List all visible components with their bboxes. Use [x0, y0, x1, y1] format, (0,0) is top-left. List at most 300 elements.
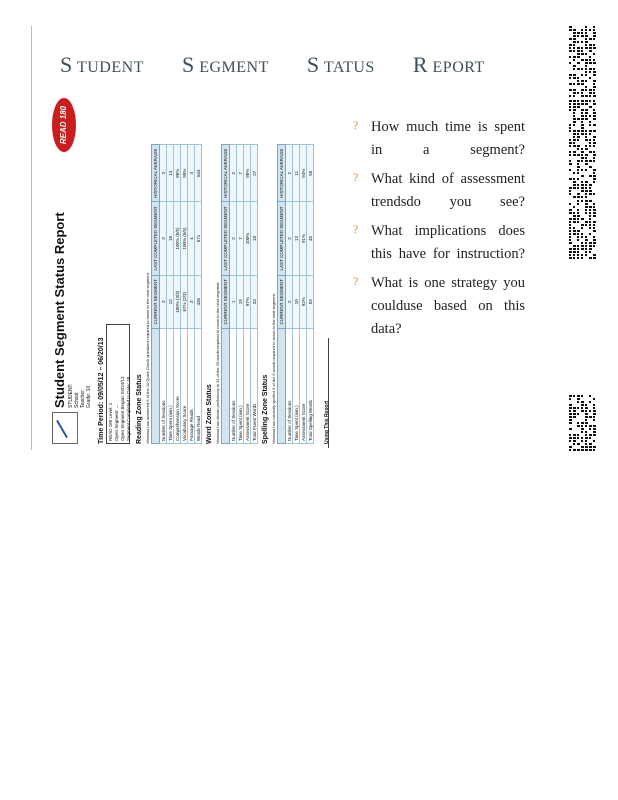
- barcode-cell: [569, 410, 571, 412]
- column-header: CURRENT SEGMENT: [278, 275, 286, 328]
- cell-value: 14: [167, 145, 174, 202]
- barcode-cell: [585, 62, 588, 64]
- barcode-cell: [569, 62, 571, 64]
- barcode-cell: [593, 151, 595, 153]
- barcode-cell: [569, 407, 572, 409]
- barcode-cell: [593, 47, 596, 49]
- barcode-cell: [581, 407, 583, 409]
- barcode-cell: [569, 103, 571, 105]
- barcode-cell: [569, 242, 572, 244]
- barcode-cell: [585, 38, 587, 40]
- barcode-cell: [581, 115, 584, 117]
- barcode-cell: [593, 230, 596, 232]
- cell-value: 33: [251, 275, 258, 328]
- barcode-cell: [581, 121, 583, 123]
- barcode-cell: [585, 169, 587, 171]
- barcode-cell: [581, 449, 584, 451]
- barcode-cell: [569, 109, 571, 111]
- barcode-cell: [589, 206, 592, 208]
- cell-value: 18: [251, 202, 258, 275]
- cell-value: 98%: [244, 145, 251, 202]
- barcode-cell: [593, 80, 596, 82]
- barcode-cell: [573, 196, 576, 198]
- barcode-cell: [581, 257, 583, 259]
- barcode-cell: [569, 428, 572, 430]
- barcode-cell: [581, 127, 584, 129]
- barcode-cell: [581, 440, 583, 442]
- barcode-cell: [577, 187, 579, 189]
- barcode-cell: [589, 100, 591, 102]
- spelling-zone-desc: Vanessa has correctly spelled 3 of the 6 words required to move to the next segment.: [271, 293, 276, 444]
- barcode-cell: [585, 139, 588, 141]
- barcode-cell: [589, 410, 591, 412]
- barcode-cell: [593, 95, 596, 97]
- barcode-cell: [589, 416, 592, 418]
- cell-value: 1: [230, 275, 237, 328]
- barcode-cell: [589, 449, 592, 451]
- question-bullet-icon: ?: [353, 118, 359, 132]
- barcode-cell: [589, 257, 592, 259]
- barcode-cell: [581, 103, 584, 105]
- barcode-cell: [585, 248, 587, 250]
- reading-zone-table: [151, 144, 202, 444]
- barcode-cell: [593, 449, 595, 451]
- barcode-cell: [589, 68, 592, 70]
- barcode-cell: [593, 172, 595, 174]
- barcode-cell: [577, 130, 580, 132]
- barcode-cell: [585, 130, 587, 132]
- cell-value: 2: [230, 145, 237, 202]
- barcode-cell: [581, 83, 584, 85]
- cell-value: 59: [307, 275, 314, 328]
- barcode-cell: [593, 434, 596, 436]
- row-label: Number of Sessions: [230, 329, 237, 444]
- barcode-cell: [593, 83, 595, 85]
- meta-line: Grade: 10: [86, 385, 92, 408]
- column-header: LAST COMPLETED SEGMENT: [152, 202, 160, 275]
- barcode-cell: [573, 136, 575, 138]
- cell-value: 3: [160, 275, 167, 328]
- barcode-cell: [569, 251, 572, 253]
- barcode-cell: [581, 190, 584, 192]
- question-bullet-icon: ?: [353, 170, 359, 184]
- barcode-cell: [573, 83, 575, 85]
- barcode-cell: [577, 35, 579, 37]
- table-row: [237, 145, 244, 444]
- barcode-cell: [585, 35, 588, 37]
- barcode-cell: [577, 68, 580, 70]
- barcode-cell: [585, 65, 587, 67]
- barcode-cell: [569, 221, 571, 223]
- barcode-cell: [585, 419, 587, 421]
- barcode-cell: [581, 175, 584, 177]
- barcode-cell: [589, 209, 591, 211]
- barcode-cell: [569, 127, 571, 129]
- barcode-cell: [569, 449, 571, 451]
- barcode-cell: [593, 242, 596, 244]
- barcode-graphic: [569, 395, 597, 451]
- barcode-cell: [581, 118, 584, 120]
- question-list: [353, 116, 525, 347]
- barcode-cell: [569, 50, 572, 52]
- barcode-cell: [593, 32, 596, 34]
- barcode-cell: [593, 236, 595, 238]
- barcode-cell: [573, 32, 576, 34]
- row-label: Number of Sessions: [286, 329, 293, 444]
- barcode-cell: [593, 209, 596, 211]
- cell-value: 12: [167, 275, 174, 328]
- barcode-cell: [585, 446, 588, 448]
- barcode-cell: [573, 218, 576, 220]
- barcode-cell: [573, 115, 575, 117]
- question-bullet-icon: ?: [353, 222, 359, 236]
- barcode-cell: [585, 86, 587, 88]
- barcode-cell: [569, 224, 571, 226]
- barcode-cell: [569, 248, 572, 250]
- barcode-cell: [577, 47, 580, 49]
- cell-value: 2: [230, 202, 237, 275]
- question-text: How much time is spent in a segment?: [371, 119, 525, 158]
- barcode-cell: [577, 145, 580, 147]
- barcode-cell: [593, 38, 595, 40]
- barcode-cell: [573, 245, 576, 247]
- barcode-cell: [585, 157, 587, 159]
- barcode-cell: [569, 422, 572, 424]
- cell-value: 100% (5/5): [181, 202, 188, 275]
- barcode-cell: [581, 95, 584, 97]
- barcode-cell: [573, 181, 576, 183]
- barcode-cell: [593, 175, 596, 177]
- barcode-cell: [577, 209, 579, 211]
- barcode-cell: [589, 184, 592, 186]
- barcode-cell: [593, 124, 596, 126]
- barcode-cell: [581, 437, 583, 439]
- barcode-cell: [573, 437, 576, 439]
- table-row: [174, 145, 181, 444]
- barcode-cell: [593, 410, 596, 412]
- barcode-cell: [581, 154, 583, 156]
- barcode-cell: [593, 431, 596, 433]
- row-label: Passage Reads: [188, 329, 195, 444]
- barcode-cell: [585, 160, 588, 162]
- barcode-cell: [577, 422, 579, 424]
- barcode-cell: [573, 443, 575, 445]
- barcode-cell: [593, 62, 596, 64]
- barcode-cell: [593, 29, 595, 31]
- barcode-cell: [585, 449, 588, 451]
- barcode-cell: [573, 41, 576, 43]
- barcode-cell: [573, 44, 575, 46]
- barcode-cell: [593, 160, 595, 162]
- spelling-zone-table: [277, 144, 314, 444]
- cell-value: 100% (3/3): [174, 275, 181, 328]
- barcode-cell: [577, 407, 579, 409]
- barcode-cell: [573, 227, 575, 229]
- barcode-cell: [581, 224, 584, 226]
- barcode-cell: [593, 254, 596, 256]
- spelling-zone-title: Spelling Zone Status: [262, 374, 269, 444]
- box-line: READ 180 Level: 1: [108, 402, 113, 441]
- barcode-cell: [569, 56, 571, 58]
- cell-value: 100% (5/5): [174, 202, 181, 275]
- title-cap: S: [306, 52, 320, 77]
- barcode-cell: [581, 35, 584, 37]
- column-header: [152, 329, 160, 444]
- barcode-cell: [577, 139, 579, 141]
- barcode-cell: [569, 203, 571, 205]
- barcode-cell: [569, 163, 572, 165]
- title-word: [182, 52, 269, 78]
- barcode-cell: [589, 251, 591, 253]
- cell-value: 564: [195, 145, 202, 202]
- barcode-cell: [585, 68, 587, 70]
- barcode-cell: [569, 151, 571, 153]
- barcode-cell: [589, 77, 591, 79]
- barcode-cell: [585, 118, 588, 120]
- barcode-cell: [585, 109, 588, 111]
- row-label: Vocabulary Score: [181, 329, 188, 444]
- barcode-cell: [593, 35, 596, 37]
- barcode-cell: [581, 68, 583, 70]
- barcode-cell: [593, 425, 596, 427]
- barcode-cell: [581, 80, 584, 82]
- cell-value: 3: [160, 202, 167, 275]
- barcode-cell: [585, 53, 587, 55]
- barcode-cell: [585, 440, 587, 442]
- barcode-cell: [589, 212, 591, 214]
- column-header: LAST COMPLETED SEGMENT: [222, 202, 230, 275]
- barcode-cell: [589, 401, 591, 403]
- row-label: Total Spelling Words: [307, 329, 314, 444]
- barcode-cell: [569, 193, 571, 195]
- barcode-cell: [585, 221, 588, 223]
- barcode-cell: [581, 151, 584, 153]
- barcode-cell: [573, 35, 576, 37]
- barcode-cell: [581, 196, 583, 198]
- barcode-cell: [577, 80, 579, 82]
- barcode-cell: [577, 53, 580, 55]
- title-rest: TATUS: [319, 59, 375, 76]
- barcode-cell: [581, 169, 583, 171]
- title-word: [60, 52, 144, 78]
- barcode-cell: [577, 221, 579, 223]
- barcode-cell: [577, 160, 580, 162]
- barcode-cell: [589, 224, 591, 226]
- barcode-cell: [569, 106, 571, 108]
- title-word: [413, 52, 485, 78]
- report-meta: [68, 384, 92, 408]
- barcode-cell: [577, 106, 580, 108]
- barcode-cell: [589, 121, 591, 123]
- barcode-cell: [573, 395, 575, 397]
- barcode-cell: [589, 142, 591, 144]
- box-line: Segment Completed to Date: 28: [126, 376, 131, 441]
- title-cap: S: [181, 52, 195, 77]
- barcode-cell: [585, 103, 588, 105]
- barcode-cell: [569, 47, 571, 49]
- barcode-cell: [585, 44, 587, 46]
- barcode-cell: [569, 26, 572, 28]
- barcode-cell: [569, 218, 572, 220]
- barcode-cell: [573, 38, 576, 40]
- barcode-cell: [577, 413, 579, 415]
- barcode-cell: [593, 145, 595, 147]
- barcode-cell: [573, 95, 575, 97]
- barcode-cell: [573, 184, 576, 186]
- report-document: [48, 90, 338, 448]
- cell-value: 97%: [244, 275, 251, 328]
- barcode-cell: [573, 251, 576, 253]
- barcode-cell: [577, 196, 580, 198]
- barcode-cell: [593, 446, 596, 448]
- barcode-cell: [585, 184, 587, 186]
- barcode-cell: [593, 181, 595, 183]
- barcode-cell: [585, 239, 588, 241]
- barcode-cell: [581, 404, 584, 406]
- cell-value: 90%: [181, 145, 188, 202]
- barcode-cell: [577, 92, 579, 94]
- question-item: [353, 220, 525, 266]
- meta-line: School:: [74, 391, 80, 408]
- barcode-cell: [577, 398, 580, 400]
- barcode-cell: [581, 254, 583, 256]
- barcode-cell: [593, 169, 596, 171]
- barcode-cell: [569, 239, 571, 241]
- table-row: [300, 145, 307, 444]
- reading-zone-title: Reading Zone Status: [136, 374, 143, 444]
- table-row: [188, 145, 195, 444]
- barcode-cell: [581, 50, 583, 52]
- barcode-cell: [593, 136, 596, 138]
- row-label: Total Fluent Words: [251, 329, 258, 444]
- barcode-cell: [577, 166, 580, 168]
- barcode-cell: [581, 124, 584, 126]
- barcode-cell: [573, 413, 576, 415]
- barcode-cell: [581, 59, 584, 61]
- barcode-cell: [577, 136, 580, 138]
- barcode-cell: [593, 44, 595, 46]
- barcode-cell: [585, 245, 587, 247]
- barcode-cell: [581, 200, 583, 202]
- barcode-cell: [569, 190, 571, 192]
- barcode-cell: [577, 118, 580, 120]
- row-label: Number of Sessions: [160, 329, 167, 444]
- barcode-cell: [569, 209, 572, 211]
- barcode-cell: [585, 187, 587, 189]
- barcode-cell: [589, 233, 591, 235]
- barcode-cell: [577, 100, 579, 102]
- barcode-cell: [573, 65, 576, 67]
- barcode-cell: [589, 59, 591, 61]
- chart-logo-icon: [52, 412, 78, 444]
- barcode-cell: [585, 196, 587, 198]
- barcode-cell: [585, 236, 587, 238]
- question-text: What is one strategy you coulduse based on this data?: [371, 275, 525, 337]
- barcode-cell: [593, 112, 596, 114]
- barcode-cell: [569, 416, 572, 418]
- barcode-cell: [573, 257, 575, 259]
- barcode-cell: [577, 437, 579, 439]
- barcode-cell: [581, 157, 584, 159]
- barcode-cell: [581, 422, 584, 424]
- barcode-cell: [577, 245, 579, 247]
- barcode-cell: [573, 59, 575, 61]
- barcode-cell: [585, 224, 587, 226]
- barcode-cell: [569, 440, 571, 442]
- barcode-cell: [585, 71, 587, 73]
- barcode-cell: [577, 103, 580, 105]
- barcode-cell: [589, 124, 591, 126]
- title-rest: EGMENT: [194, 59, 269, 76]
- barcode-cell: [585, 148, 588, 150]
- question-bullet-icon: ?: [353, 274, 359, 288]
- barcode-cell: [589, 215, 591, 217]
- barcode-cell: [581, 428, 584, 430]
- barcode-cell: [577, 401, 579, 403]
- barcode-cell: [573, 139, 576, 141]
- barcode-cell: [589, 89, 592, 91]
- barcode-cell: [593, 130, 596, 132]
- barcode-cell: [593, 74, 596, 76]
- barcode-cell: [573, 89, 576, 91]
- word-zone-title: Word Zone Status: [206, 384, 213, 444]
- barcode-cell: [577, 215, 580, 217]
- barcode-graphic: [569, 100, 597, 198]
- cell-value: 19: [237, 275, 244, 328]
- barcode-cell: [581, 89, 584, 91]
- cell-value: 571: [195, 202, 202, 275]
- barcode-cell: [593, 139, 595, 141]
- barcode-cell: [585, 32, 587, 34]
- time-period: Time Period: 09/05/12 – 06/20/13: [98, 337, 105, 444]
- cell-value: 11: [293, 145, 300, 202]
- column-header: HISTORICAL AVERAGE: [278, 145, 286, 202]
- barcode-cell: [593, 142, 596, 144]
- column-header: [222, 329, 230, 444]
- question-text: What implications does this have for instruction?: [371, 223, 525, 262]
- barcode-cell: [593, 109, 595, 111]
- barcode-cell: [585, 203, 588, 205]
- barcode-cell: [573, 100, 576, 102]
- cell-value: 67% (2/3): [181, 275, 188, 328]
- barcode-cell: [577, 203, 579, 205]
- word-zone-desc: Vanessa has shown proficiency in 33 of the 33 words required to move to the next segment.: [215, 281, 220, 444]
- barcode-cell: [585, 242, 587, 244]
- barcode-cell: [569, 145, 571, 147]
- barcode-cell: [585, 416, 588, 418]
- barcode-cell: [577, 133, 579, 135]
- barcode-cell: [585, 163, 588, 165]
- barcode-cell: [573, 133, 576, 135]
- barcode-cell: [589, 50, 592, 52]
- barcode-cell: [593, 89, 595, 91]
- barcode-cell: [569, 413, 572, 415]
- barcode-cell: [573, 416, 576, 418]
- barcode-cell: [593, 193, 595, 195]
- barcode-cell: [593, 86, 596, 88]
- row-label: Time Spent (min.): [293, 329, 300, 444]
- barcode-cell: [589, 115, 591, 117]
- cell-value: 3: [188, 275, 195, 328]
- barcode-cell: [585, 206, 588, 208]
- barcode-cell: [581, 236, 583, 238]
- barcode-cell: [569, 178, 572, 180]
- barcode-cell: [593, 419, 595, 421]
- column-header: HISTORICAL AVERAGE: [152, 145, 160, 202]
- column-header: HISTORICAL AVERAGE: [222, 145, 230, 202]
- barcode-cell: [581, 233, 583, 235]
- barcode-cell: [573, 212, 575, 214]
